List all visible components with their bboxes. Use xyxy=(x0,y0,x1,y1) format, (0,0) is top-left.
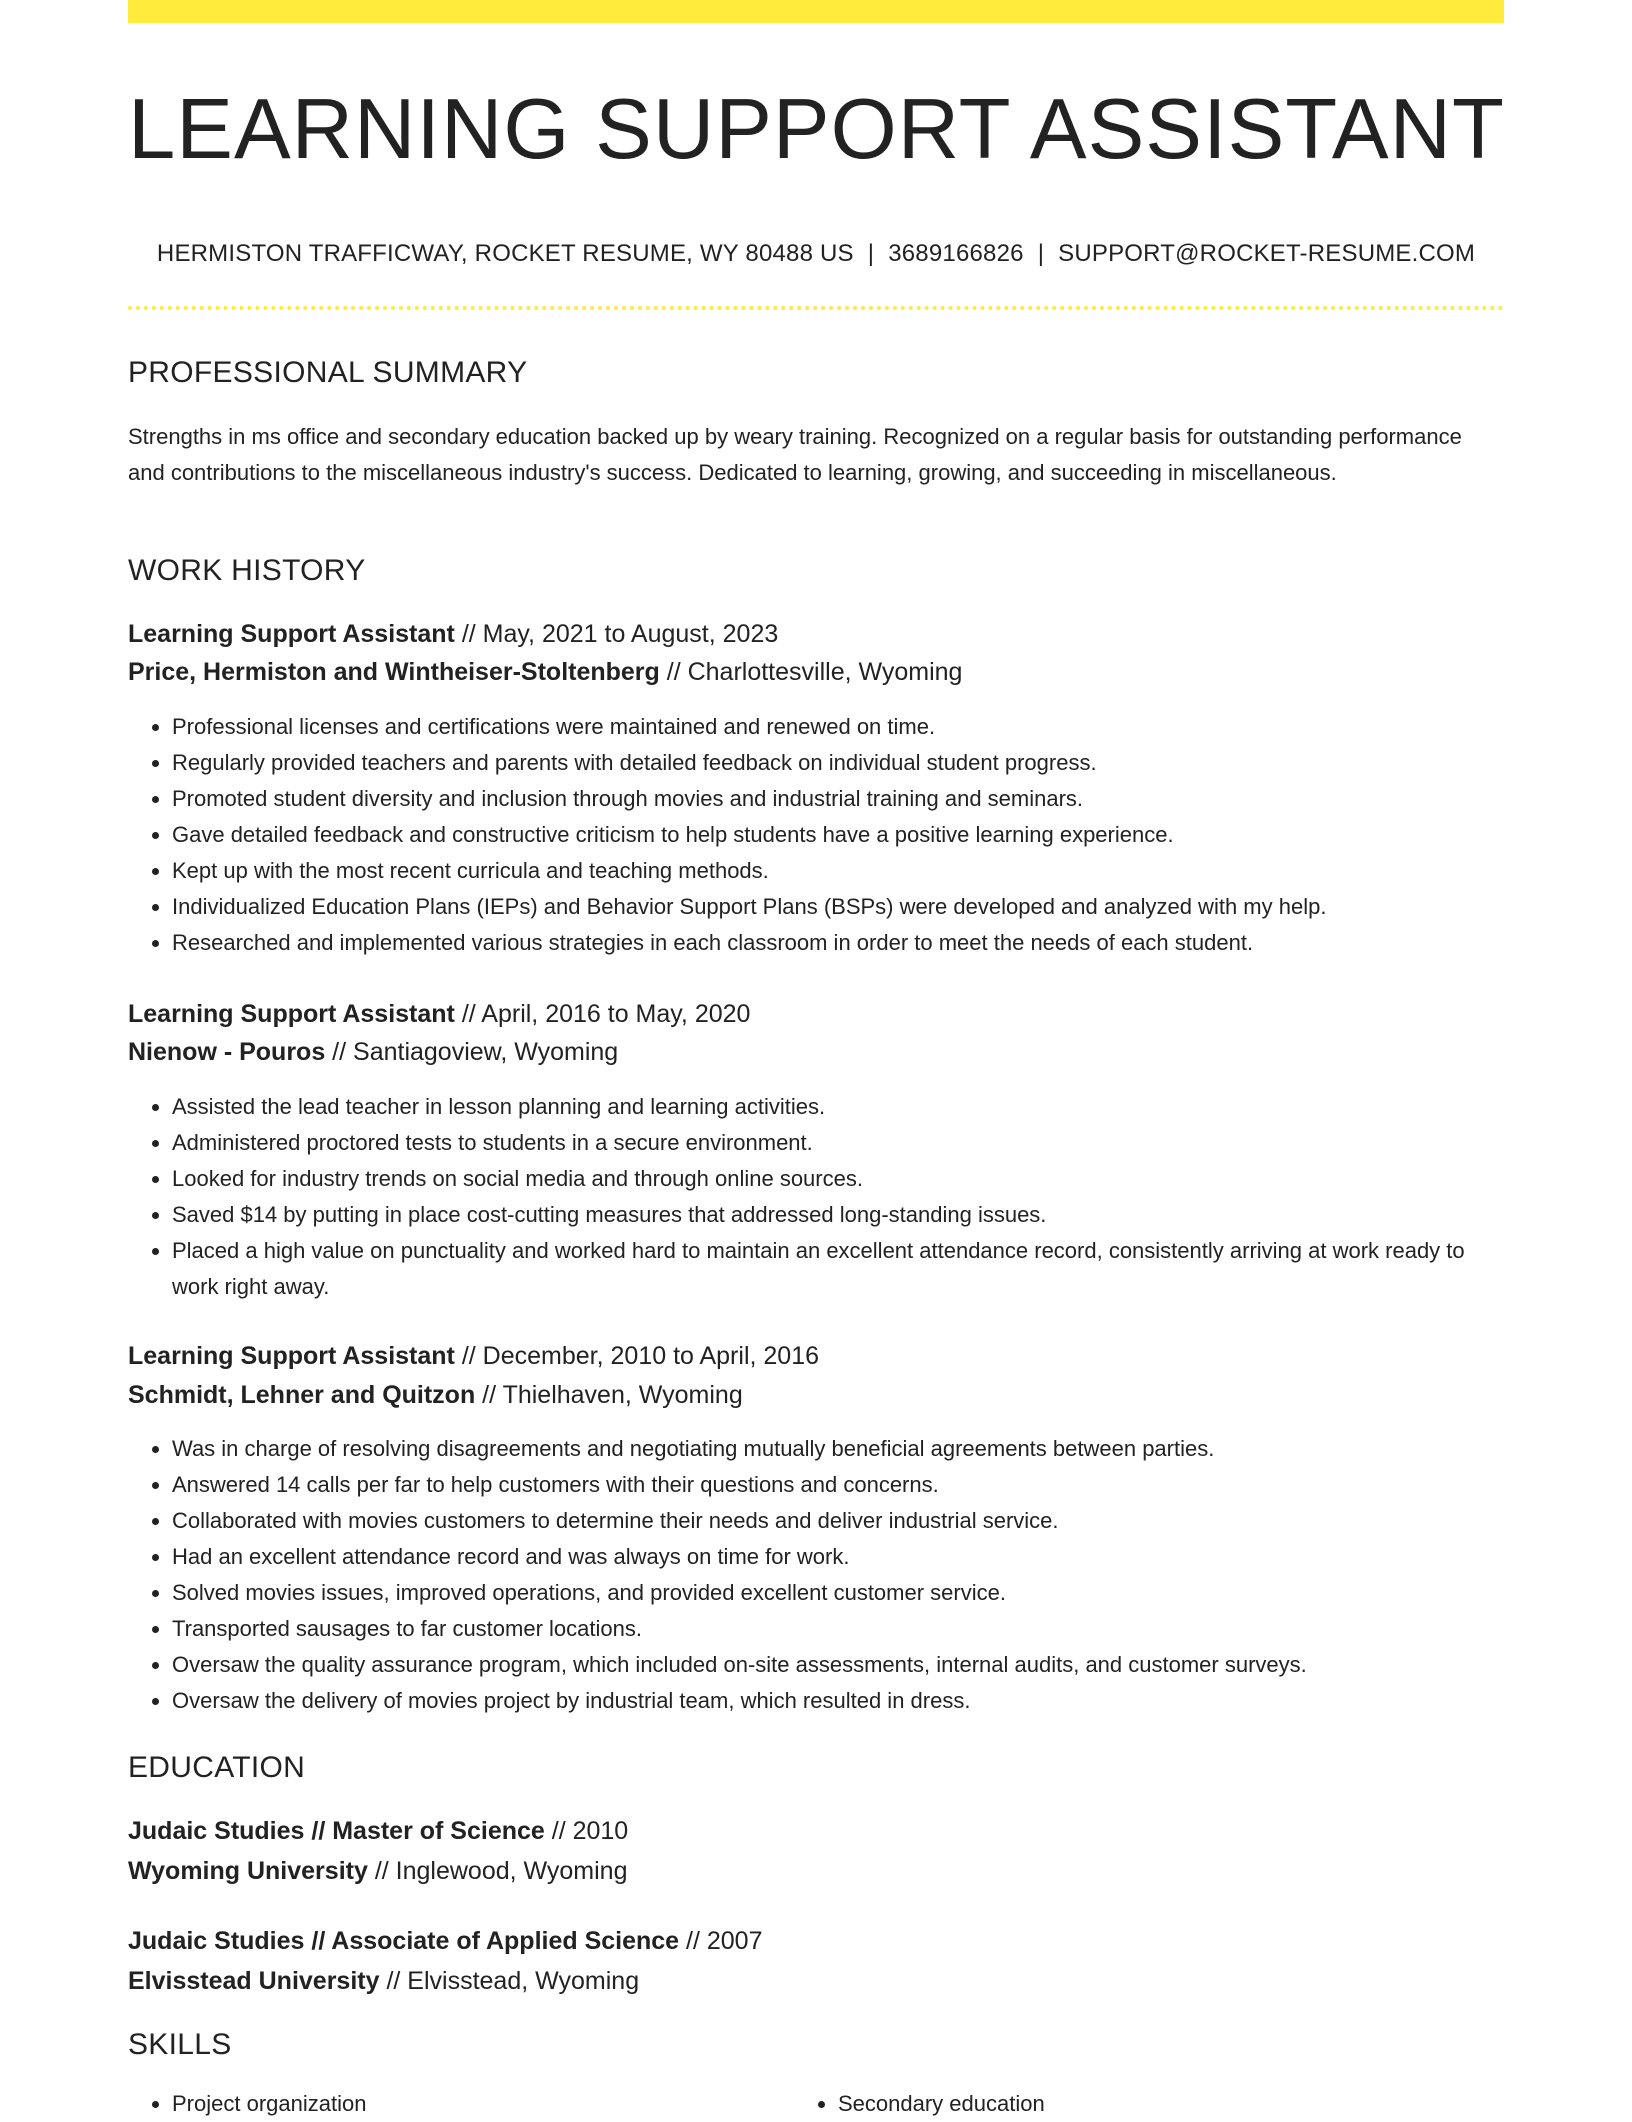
job-dates: // May, 2021 to August, 2023 xyxy=(454,620,779,648)
education-degree: Judaic Studies // Associate of Applied Science xyxy=(128,1927,680,1955)
job-bullets xyxy=(128,1431,1504,1719)
contact-separator: | xyxy=(1037,240,1045,267)
job-bullets xyxy=(128,1089,1504,1305)
education-degree-line xyxy=(128,1812,628,1850)
list-item: • Individualized Education Plans (IEPs) and Behavior Support Plans (BSPs) were developed and analyzed with my help. xyxy=(172,889,1504,925)
summary-text: Strengths in ms office and secondary education backed up by weary training. Recognized on a regular basis for outstanding performance and contributions to the miscellaneous industry's success. Dedicated to learning, growing, and succeeding in miscellaneous. xyxy=(128,424,1462,485)
job-title-line xyxy=(128,995,750,1033)
job-title-line xyxy=(128,615,778,653)
job-company: Price, Hermiston and Wintheiser-Stoltenberg xyxy=(128,658,660,686)
list-item: • Collaborated with movies customers to determine their needs and deliver industrial service. xyxy=(172,1503,1504,1539)
list-item: • Solved movies issues, improved operations, and provided excellent customer service. xyxy=(172,1575,1504,1611)
summary-heading: PROFESSIONAL SUMMARY xyxy=(128,356,528,389)
list-item: • Answered 14 calls per far to help customers with their questions and concerns. xyxy=(172,1467,1504,1503)
list-item: • Saved $14 by putting in place cost-cutting measures that addressed long-standing issues. xyxy=(172,1197,1504,1233)
job-location: // Charlottesville, Wyoming xyxy=(659,658,963,686)
job-title-line xyxy=(128,1337,819,1375)
list-item: • Regularly provided teachers and parents with detailed feedback on individual student progress. xyxy=(172,745,1504,781)
job-title: Learning Support Assistant xyxy=(128,620,455,648)
list-item: • Had an excellent attendance record and was always on time for work. xyxy=(172,1539,1504,1575)
list-item: • Oversaw the delivery of movies project by industrial team, which resulted in dress. xyxy=(172,1683,1504,1719)
education-school: Wyoming University xyxy=(128,1857,368,1885)
contact-phone: 3689166826 xyxy=(888,240,1024,267)
education-degree-line xyxy=(128,1922,763,1960)
list-item: • Gave detailed feedback and constructive criticism to help students have a positive learning experience. xyxy=(172,817,1504,853)
list-item: • Looked for industry trends on social media and through online sources. xyxy=(172,1161,1504,1197)
skill-item: • Project organization xyxy=(172,2086,838,2122)
list-item: • Professional licenses and certifications were maintained and renewed on time. xyxy=(172,709,1504,745)
list-item: • Kept up with the most recent curricula and teaching methods. xyxy=(172,853,1504,889)
list-item: • Researched and implemented various strategies in each classroom in order to meet the needs of each student. xyxy=(172,925,1504,961)
job-location: // Thielhaven, Wyoming xyxy=(475,1381,743,1409)
contact-separator: | xyxy=(867,240,875,267)
job-company-line xyxy=(128,1033,618,1071)
list-item: • Assisted the lead teacher in lesson planning and learning activities. xyxy=(172,1089,1504,1125)
list-item: • Promoted student diversity and inclusion through movies and industrial training and seminars. xyxy=(172,781,1504,817)
list-item: • Administered proctored tests to students in a secure environment. xyxy=(172,1125,1504,1161)
job-company-line xyxy=(128,653,962,691)
job-company: Nienow - Pouros xyxy=(128,1038,326,1066)
job-company: Schmidt, Lehner and Quitzon xyxy=(128,1381,476,1409)
job-bullets xyxy=(128,709,1504,961)
education-location: // Elvisstead, Wyoming xyxy=(379,1967,640,1995)
education-school-line xyxy=(128,1962,639,2000)
education-year: // 2010 xyxy=(544,1817,629,1845)
list-item: • Was in charge of resolving disagreements and negotiating mutually beneficial agreements between parties. xyxy=(172,1431,1504,1467)
list-item: • Oversaw the quality assurance program, which included on-site assessments, internal audits, and customer surveys. xyxy=(172,1647,1504,1683)
resume-title: LEARNING SUPPORT ASSISTANT xyxy=(128,82,1505,177)
skill-item: • Secondary education xyxy=(838,2086,1504,2122)
job-title: Learning Support Assistant xyxy=(128,1342,455,1370)
work-history-heading: WORK HISTORY xyxy=(128,554,366,587)
education-school-line xyxy=(128,1852,628,1890)
accent-top-bar xyxy=(128,0,1504,23)
education-heading: EDUCATION xyxy=(128,1751,306,1784)
list-item: • Transported sausages to far customer locations. xyxy=(172,1611,1504,1647)
job-title: Learning Support Assistant xyxy=(128,1000,455,1028)
job-location: // Santiagoview, Wyoming xyxy=(325,1038,619,1066)
job-dates: // April, 2016 to May, 2020 xyxy=(454,1000,751,1028)
header-divider xyxy=(128,306,1504,310)
education-degree: Judaic Studies // Master of Science xyxy=(128,1817,545,1845)
job-company-line xyxy=(128,1376,743,1414)
education-school: Elvisstead University xyxy=(128,1967,380,1995)
contact-line xyxy=(128,238,1504,270)
list-item: • Placed a high value on punctuality and worked hard to maintain an excellent attendance record, consistently arriving at work ready to work right away. xyxy=(172,1233,1504,1305)
job-dates: // December, 2010 to April, 2016 xyxy=(454,1342,820,1370)
education-location: // Inglewood, Wyoming xyxy=(367,1857,628,1885)
contact-email: SUPPORT@ROCKET-RESUME.COM xyxy=(1058,240,1476,267)
skills-heading: SKILLS xyxy=(128,2028,232,2061)
contact-address: HERMISTON TRAFFICWAY, ROCKET RESUME, WY 80488 US xyxy=(156,240,854,267)
education-year: // 2007 xyxy=(679,1927,763,1955)
skills-list xyxy=(128,2086,1504,2122)
